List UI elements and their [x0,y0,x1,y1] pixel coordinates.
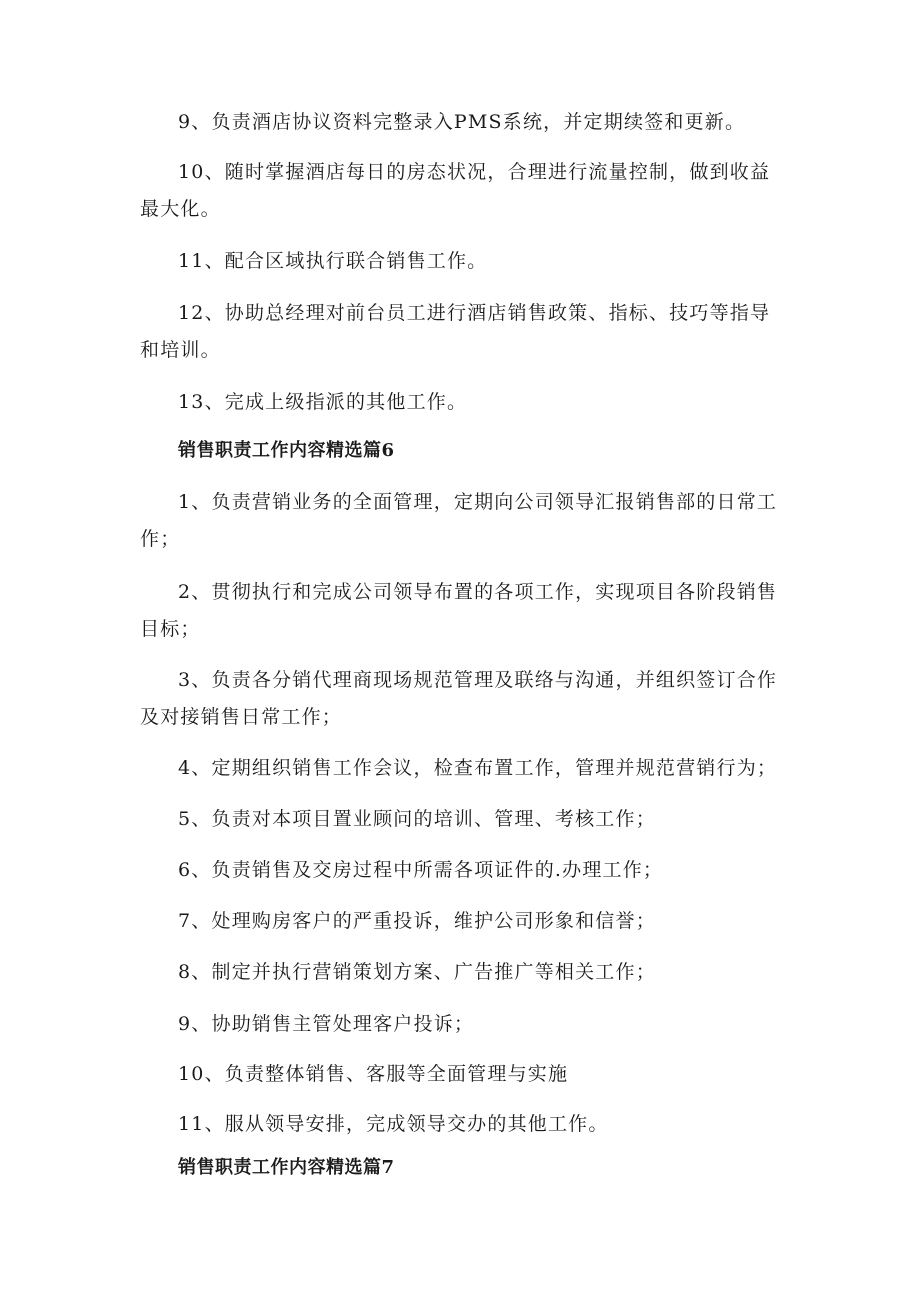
paragraph-item-1: 1、负责营销业务的全面管理，定期向公司领导汇报销售部的日常工作； [140,491,778,550]
paragraph-item-2: 2、贯彻执行和完成公司领导布置的各项工作，实现项目各阶段销售目标； [140,581,778,640]
paragraph-item-8: 8、制定并执行营销策划方案、广告推广等相关工作； [178,961,656,983]
paragraph-item-11b: 11、服从领导安排，完成领导交办的其他工作。 [178,1113,609,1135]
paragraph-item-6: 6、负责销售及交房过程中所需各项证件的.办理工作； [178,859,664,881]
paragraph-item-9: 9、负责酒店协议资料完整录入PMS系统，并定期续签和更新。 [178,111,746,133]
paragraph-item-11: 11、配合区域执行联合销售工作。 [178,250,488,272]
paragraph-item-4: 4、定期组织销售工作会议，检查布置工作，管理并规范营销行为； [178,757,778,779]
paragraph-item-5: 5、负责对本项目置业顾问的培训、管理、考核工作； [178,808,656,830]
paragraph-item-10: 10、随时掌握酒店每日的房态状况，合理进行流量控制，做到收益最大化。 [140,161,771,220]
paragraph-item-10b: 10、负责整体销售、客服等全面管理与实施 [178,1063,569,1085]
section-heading-6: 销售职责工作内容精选篇6 [178,440,395,461]
paragraph-item-7: 7、处理购房客户的严重投诉，维护公司形象和信誉； [178,910,656,932]
paragraph-item-9b: 9、协助销售主管处理客户投诉； [178,1013,475,1035]
paragraph-item-13: 13、完成上级指派的其他工作。 [178,391,468,413]
paragraph-item-12: 12、协助总经理对前台员工进行酒店销售政策、指标、技巧等指导和培训。 [140,302,771,361]
paragraph-item-3: 3、负责各分销代理商现场规范管理及联络与沟通，并组织签订合作及对接销售日常工作； [140,669,778,728]
section-heading-7: 销售职责工作内容精选篇7 [178,1157,395,1178]
